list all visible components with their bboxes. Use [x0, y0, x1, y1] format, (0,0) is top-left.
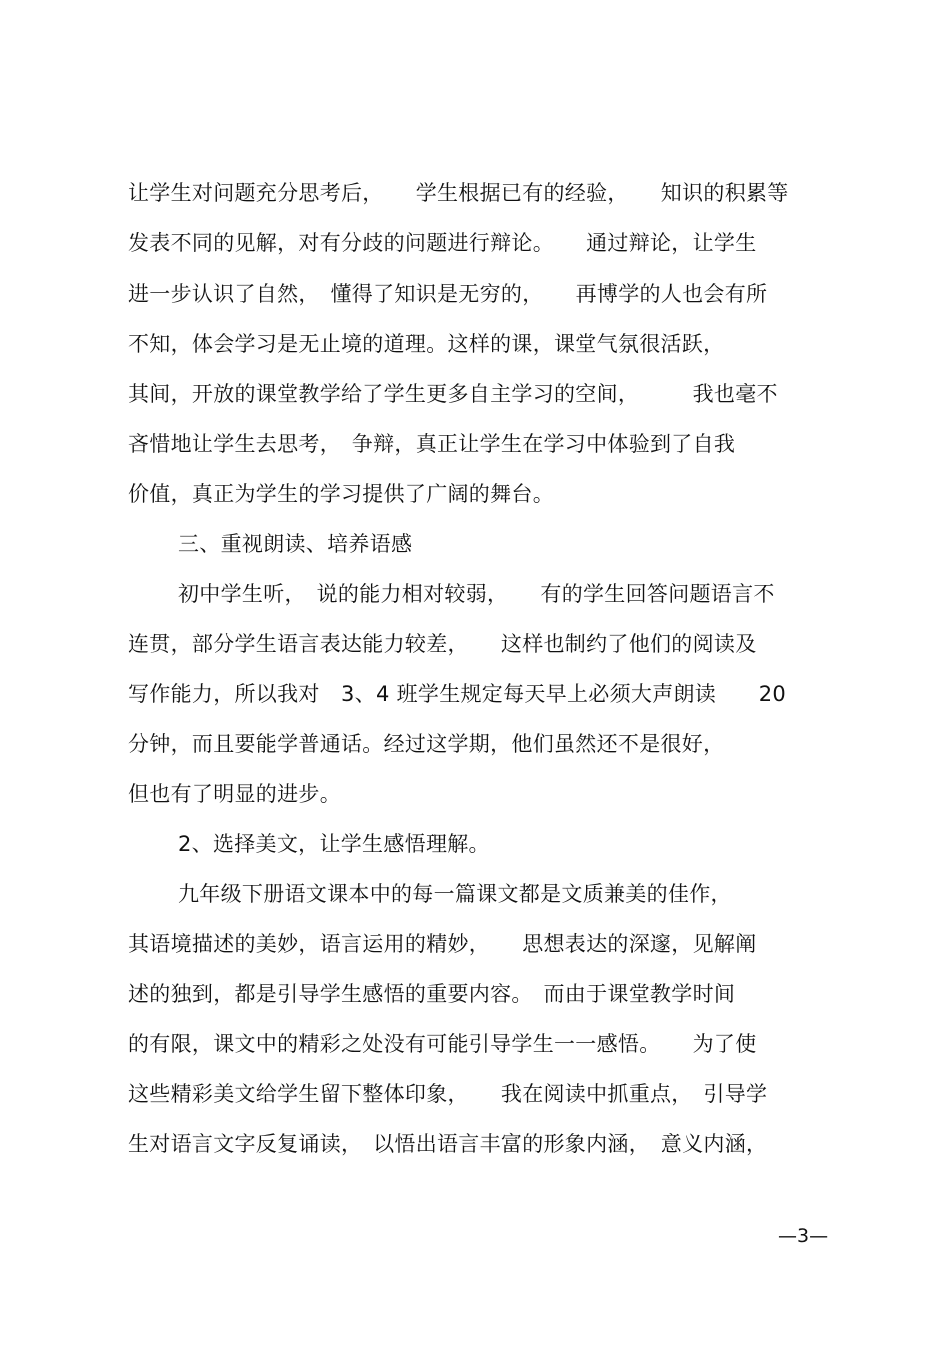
- text-line-7: 价值，真正为学生的学习提供了广阔的舞台。: [128, 482, 554, 506]
- text-line-9: 初中学生听， 说的能力相对较弱， 有的学生回答问题语言不: [178, 582, 775, 606]
- text-line-11: 写作能力，所以我对 3、4 班学生规定每天早上必须大声朗读 20: [128, 682, 787, 706]
- text-line-10: 连贯，部分学生语言表达能力较差， 这样也制约了他们的阅读及: [128, 632, 757, 656]
- text-line-13: 但也有了明显的进步。: [128, 782, 341, 806]
- page-number: —3—: [778, 1225, 829, 1247]
- subsection-heading: 2、选择美文，让学生感悟理解。: [178, 832, 490, 856]
- text-line-1: 让学生对问题充分思考后， 学生根据已有的经验， 知识的积累等: [128, 181, 789, 205]
- text-line-4: 不知，体会学习是无止境的道理。这样的课，课堂气氛很活跃，: [128, 332, 725, 356]
- text-line-12: 分钟，而且要能学普通话。经过这学期，他们虽然还不是很好，: [128, 732, 725, 756]
- text-line-5: 其间，开放的课堂教学给了学生更多自主学习的空间， 我也毫不: [128, 382, 778, 406]
- text-line-3: 进一步认识了自然， 懂得了知识是无穷的， 再博学的人也会有所: [128, 282, 768, 306]
- text-line-15: 九年级下册语文课本中的每一篇课文都是文质兼美的佳作，: [178, 882, 732, 906]
- text-line-2: 发表不同的见解，对有分歧的问题进行辩论。 通过辩论，让学生: [128, 231, 757, 255]
- text-line-17: 述的独到，都是引导学生感悟的重要内容。 而由于课堂教学时间: [128, 982, 736, 1006]
- text-line-16: 其语境描述的美妙，语言运用的精妙， 思想表达的深邃，见解阐: [128, 932, 757, 956]
- text-line-6: 吝惜地让学生去思考， 争辩，真正让学生在学习中体验到了自我: [128, 432, 736, 456]
- section-heading: 三、重视朗读、培养语感: [178, 532, 413, 556]
- text-line-19: 这些精彩美文给学生留下整体印象， 我在阅读中抓重点， 引导学: [128, 1082, 768, 1106]
- text-line-18: 的有限，课文中的精彩之处没有可能引导学生一一感悟。 为了使: [128, 1032, 757, 1056]
- text-line-20: 生对语言文字反复诵读， 以悟出语言丰富的形象内涵， 意义内涵，: [128, 1132, 768, 1156]
